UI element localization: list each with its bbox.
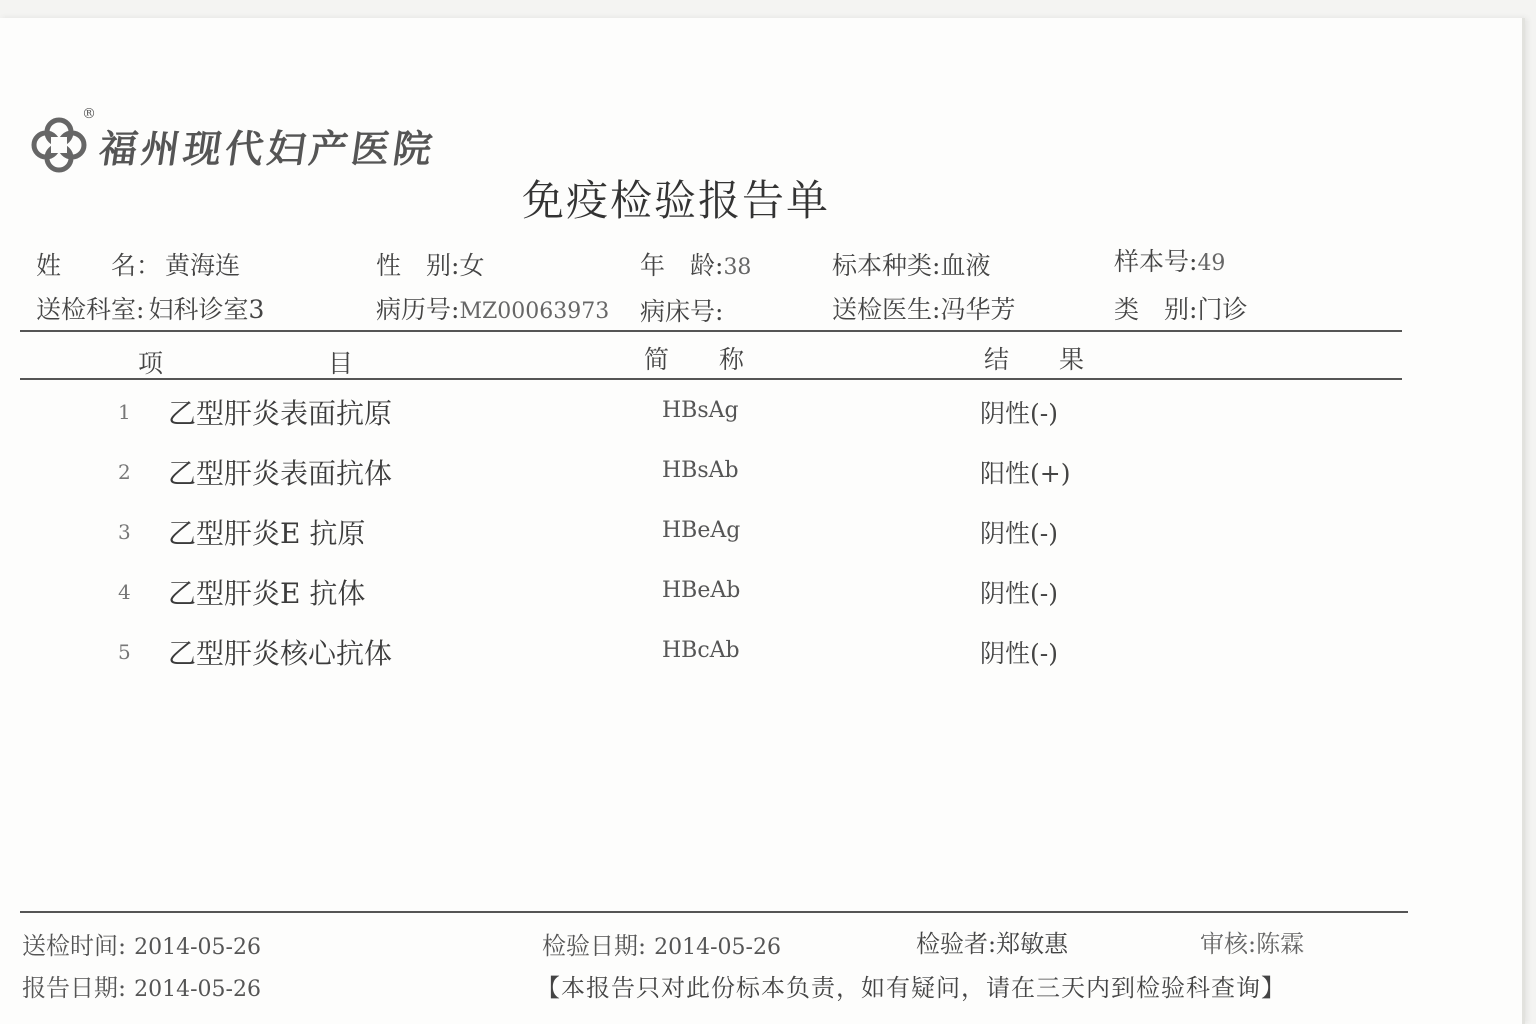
row-index: 4 (118, 580, 131, 604)
doctor-field (832, 290, 1015, 326)
doctor-value: 冯华芳 (940, 295, 1016, 324)
sex-value: 女 (459, 251, 485, 280)
bed-no-field (640, 292, 723, 328)
patient-name-field (36, 246, 240, 282)
patient-name: 黄海连 (165, 251, 241, 280)
dept-label: 送检科室: (36, 295, 145, 324)
sex-label: 性 别: (376, 251, 460, 280)
sex-field (376, 246, 484, 282)
col-item-head-1: 项 (138, 349, 164, 378)
sample-no-label: 样本号: (1114, 247, 1198, 276)
category-label: 类 别: (1114, 295, 1198, 324)
test-date-value: 2014-05-26 (654, 935, 781, 960)
col-item-head-2: 目 (328, 349, 354, 378)
row-index: 1 (118, 400, 131, 424)
hospital-name: 福州现代妇产医院 (96, 126, 439, 171)
sample-no-field (1114, 242, 1225, 278)
tester-value: 郑敏惠 (996, 930, 1069, 958)
row-result: 阴性(-) (980, 519, 1058, 548)
disclaimer-note: 【本报告只对此份标本负责，如有疑问，请在三天内到检验科查询】 (536, 974, 1286, 1002)
row-abbr: HBeAg (662, 518, 741, 543)
row-item: 乙型肝炎E 抗体 (168, 577, 366, 610)
report-date-value: 2014-05-26 (134, 977, 261, 1002)
header-bottom-rule (20, 378, 1402, 380)
row-item: 乙型肝炎表面抗体 (168, 457, 393, 490)
test-date-label: 检验日期: (542, 932, 647, 960)
col-abbr-head: 简 称 (644, 345, 745, 374)
row-index: 3 (118, 520, 131, 544)
row-index: 5 (118, 640, 131, 664)
report-paper (0, 18, 1525, 1024)
report-date-field (22, 968, 261, 1003)
report-title: 免疫检验报告单 (522, 176, 831, 225)
header-top-rule (20, 330, 1402, 332)
reviewer-label: 审核: (1200, 930, 1257, 958)
reviewer-field (1200, 924, 1304, 959)
row-item: 乙型肝炎表面抗原 (168, 397, 393, 430)
row-abbr: HBeAb (662, 578, 741, 603)
doctor-label: 送检医生: (832, 295, 941, 324)
col-result-head: 结 果 (984, 345, 1085, 374)
row-abbr: HBsAb (662, 458, 739, 483)
specimen-field (832, 246, 990, 282)
specimen-label: 标本种类: (832, 251, 941, 280)
footer-rule (20, 911, 1408, 913)
record-no-field (376, 290, 609, 326)
bed-no-label: 病床号: (640, 297, 724, 326)
test-date-field (542, 926, 781, 961)
row-result: 阴性(-) (980, 399, 1058, 428)
dept-field (36, 290, 264, 326)
record-no-label: 病历号: (376, 295, 460, 324)
category-field (1114, 290, 1247, 326)
specimen-value: 血液 (940, 251, 991, 280)
registered-mark: ® (82, 106, 96, 122)
record-no-value: MZ00063973 (459, 299, 610, 324)
dept-value: 妇科诊室3 (148, 295, 265, 324)
age-value: 38 (723, 255, 752, 280)
row-abbr: HBsAg (662, 398, 739, 423)
row-result: 阳性(+) (980, 459, 1071, 488)
row-item: 乙型肝炎E 抗原 (168, 517, 366, 550)
reviewer-value: 陈霖 (1256, 930, 1305, 958)
row-result: 阴性(-) (980, 579, 1058, 608)
category-value: 门诊 (1197, 295, 1248, 324)
report-date-label: 报告日期: (22, 974, 127, 1002)
submit-time-field (22, 926, 261, 961)
submit-time-value: 2014-05-26 (134, 935, 261, 960)
age-field (640, 246, 751, 282)
row-item: 乙型肝炎核心抗体 (168, 637, 393, 670)
tester-label: 检验者: (916, 930, 997, 958)
tester-field (916, 924, 1068, 959)
patient-name-label: 姓 名： (36, 251, 162, 280)
row-result: 阴性(-) (980, 639, 1058, 668)
sample-no-value: 49 (1197, 251, 1226, 276)
row-abbr: HBcAb (662, 638, 740, 663)
row-index: 2 (118, 460, 131, 484)
age-label: 年 龄: (640, 251, 724, 280)
submit-time-label: 送检时间: (22, 932, 127, 960)
